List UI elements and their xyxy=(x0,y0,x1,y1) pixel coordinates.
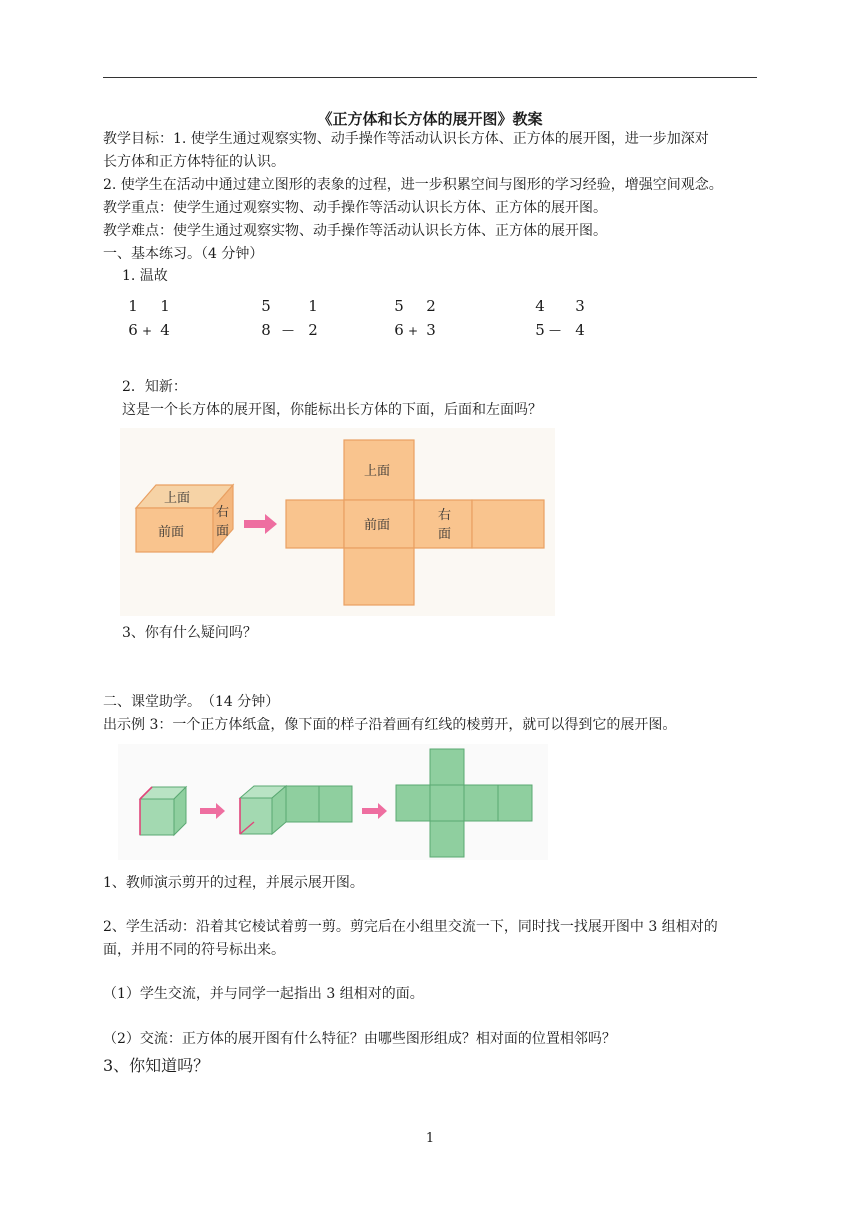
fraction: 4 5 xyxy=(535,297,545,339)
net-face xyxy=(396,785,430,821)
operator: + xyxy=(142,324,153,338)
new-knowledge-heading: 2．知新： xyxy=(122,379,187,395)
goal-line-3: 2. 使学生在活动中通过建立图形的表象的过程，进一步积累空间与图形的学习经验，增强空间观念。 xyxy=(103,177,723,193)
net-face xyxy=(464,785,498,821)
review-heading: 1. 温故 xyxy=(122,268,168,284)
goal-line-2: 长方体和正方体特征的认识。 xyxy=(103,154,285,170)
net-bottom-face xyxy=(344,548,414,605)
key-point: 教学重点：使学生通过观察实物、动手操作等活动认识长方体、正方体的展开图。 xyxy=(103,200,607,216)
cube-front-face xyxy=(140,799,174,835)
header-rule xyxy=(103,77,757,78)
difficulty: 教学难点：使学生通过观察实物、动手操作等活动认识长方体、正方体的展开图。 xyxy=(103,223,607,239)
step-2-line-2: 面，并用不同的符号标出来。 xyxy=(103,942,285,958)
unfold-front-face xyxy=(240,798,272,834)
page-number: 1 xyxy=(425,1131,435,1146)
operator: + xyxy=(408,324,419,338)
step-2-line-1: 2、学生活动：沿着其它棱试着剪一剪。剪完后在小组里交流一下，同时找一找展开图中 3 组相对的 xyxy=(103,919,718,935)
unfold-strip-face xyxy=(286,786,319,822)
net-face xyxy=(430,749,464,785)
fraction: 1 4 xyxy=(160,297,170,339)
do-you-know-heading: 3、你知道吗？ xyxy=(103,1056,210,1075)
net-face xyxy=(430,821,464,857)
fraction: 3 4 xyxy=(575,297,585,339)
cuboid-right-label-1: 右 xyxy=(216,505,230,520)
goal-line-1: 教学目标：1. 使学生通过观察实物、动手操作等活动认识长方体、正方体的展开图，进一步加深对 xyxy=(103,131,709,147)
fraction: 1 2 xyxy=(308,297,318,339)
net-back-face xyxy=(472,500,544,548)
net-right-label-1: 右 xyxy=(438,508,452,523)
cuboid-right-label-2: 面 xyxy=(216,524,230,539)
question-3: 3、你有什么疑问吗？ xyxy=(122,625,257,641)
fraction: 5 8 xyxy=(261,297,271,339)
example-3: 出示例 3：一个正方体纸盒，像下面的样子沿着画有红线的棱剪开，就可以得到它的展开图。 xyxy=(103,717,677,733)
net-top-label: 上面 xyxy=(364,464,391,479)
operator: — xyxy=(549,323,561,337)
section1-heading: 一、基本练习。（4 分钟） xyxy=(103,246,264,262)
cuboid-front-label: 前面 xyxy=(158,525,185,540)
net-left-face xyxy=(286,500,344,548)
step-1: 1、教师演示剪开的过程，并展示展开图。 xyxy=(103,875,364,891)
cube-net-figure xyxy=(118,744,548,860)
question-1: 这是一个长方体的展开图，你能标出长方体的下面，后面和左面吗？ xyxy=(122,402,542,418)
sub-step-1: （1）学生交流，并与同学一起指出 3 组相对的面。 xyxy=(103,986,424,1002)
section2-heading: 二、课堂助学。 （14 分钟） xyxy=(103,694,280,710)
net-face xyxy=(498,785,532,821)
fraction: 2 3 xyxy=(426,297,436,339)
operator: — xyxy=(282,323,294,337)
net-front-label: 前面 xyxy=(364,518,391,533)
document-title: 《正方体和长方体的展开图》教案 xyxy=(317,110,543,128)
cuboid-net-figure xyxy=(120,428,555,616)
net-face xyxy=(430,785,464,821)
sub-step-2: （2）交流：正方体的展开图有什么特征？由哪些图形组成？相对面的位置相邻吗？ xyxy=(103,1031,616,1047)
cuboid-top-label: 上面 xyxy=(164,491,191,506)
fraction: 1 6 xyxy=(128,297,138,339)
net-right-label-2: 面 xyxy=(438,527,452,542)
fraction: 5 6 xyxy=(394,297,404,339)
unfold-strip-face xyxy=(319,786,352,822)
